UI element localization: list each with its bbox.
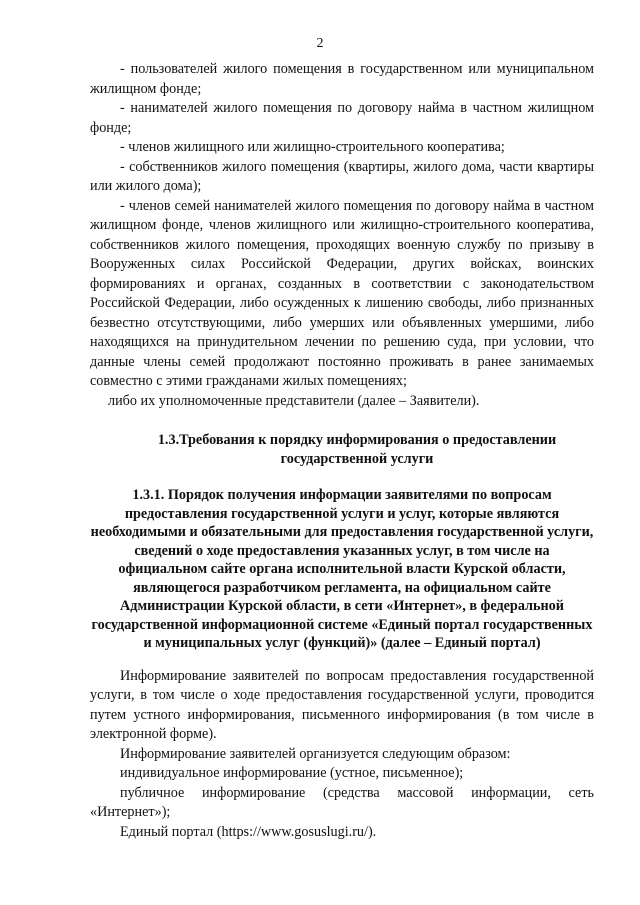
document-body	[90, 60, 594, 842]
section-heading-1-3: 1.3.Требования к порядку информирования о предоставлении государственной услуги	[157, 432, 557, 467]
representatives-line	[90, 392, 594, 412]
paragraph: Единый портал (https://www.gosuslugi.ru/).	[120, 823, 377, 840]
section-heading-1-3-1: 1.3.1. Порядок получения информации заявителями по вопросам предоставления государственной услуги и услуг, которые являются необходимыми и обязательными для предоставления государственной услуги, сведений о ходе предоставления указанных услуг, в том числе на официальном сайте органа исполнительной власти Курской области, являющегося разработчиком регламента, на официальном сайте Администрации Курской области, в сети «Интернет», в федеральной государственной информационной системе «Единый портал государственных и муниципальных услуг (функций)» (далее – Единый портал)	[90, 487, 594, 651]
paragraph: индивидуальное информирование (устное, письменное);	[120, 765, 464, 781]
page-number: 2	[316, 36, 324, 51]
list-item: - пользователей жилого помещения в государственном или муниципальном жилищном фонде;	[90, 61, 594, 97]
list-item: - нанимателей жилого помещения по договору найма в частном жилищном фонде;	[90, 100, 594, 136]
paragraph: Информирование заявителей по вопросам предоставления государственной услуги, в том числе о ходе предоставления государственной услуги, проводится путем устного информирования, письменного информирования (в том числе в электронной форме).	[90, 667, 594, 742]
list-item: - членов семей нанимателей жилого помещения по договору найма в частном жилищном фонде, членов жилищного или жилищно-строительного кооператива, собственников жилого помещения, проходящих военную службу по призыву в Вооруженных силах Российской Федерации, других войсках, воинских формированиях и органах, созданных в соответствии с законодательством Российской Федерации, либо осужденных к лишению свободы, либо признанных безвестно отсутствующими, либо умерших или объявленных умершими, либо находящихся на принудительном лечении по решению суда, при условии, что данные члены семей продолжают постоянно проживать в ранее занимаемых совместно с этими гражданами жилых помещениях;	[90, 197, 594, 389]
list-item: - членов жилищного или жилищно-строительного кооператива;	[120, 139, 505, 155]
paragraph: Информирование заявителей организуется следующим образом:	[120, 745, 511, 762]
paragraph: публичное информирование (средства массовой информации, сеть «Интернет»);	[90, 784, 594, 820]
representatives-text: либо их уполномоченные представители (далее – Заявители).	[108, 392, 480, 409]
list-item: - собственников жилого помещения (квартиры, жилого дома, части квартиры или жилого дома);	[90, 158, 594, 194]
